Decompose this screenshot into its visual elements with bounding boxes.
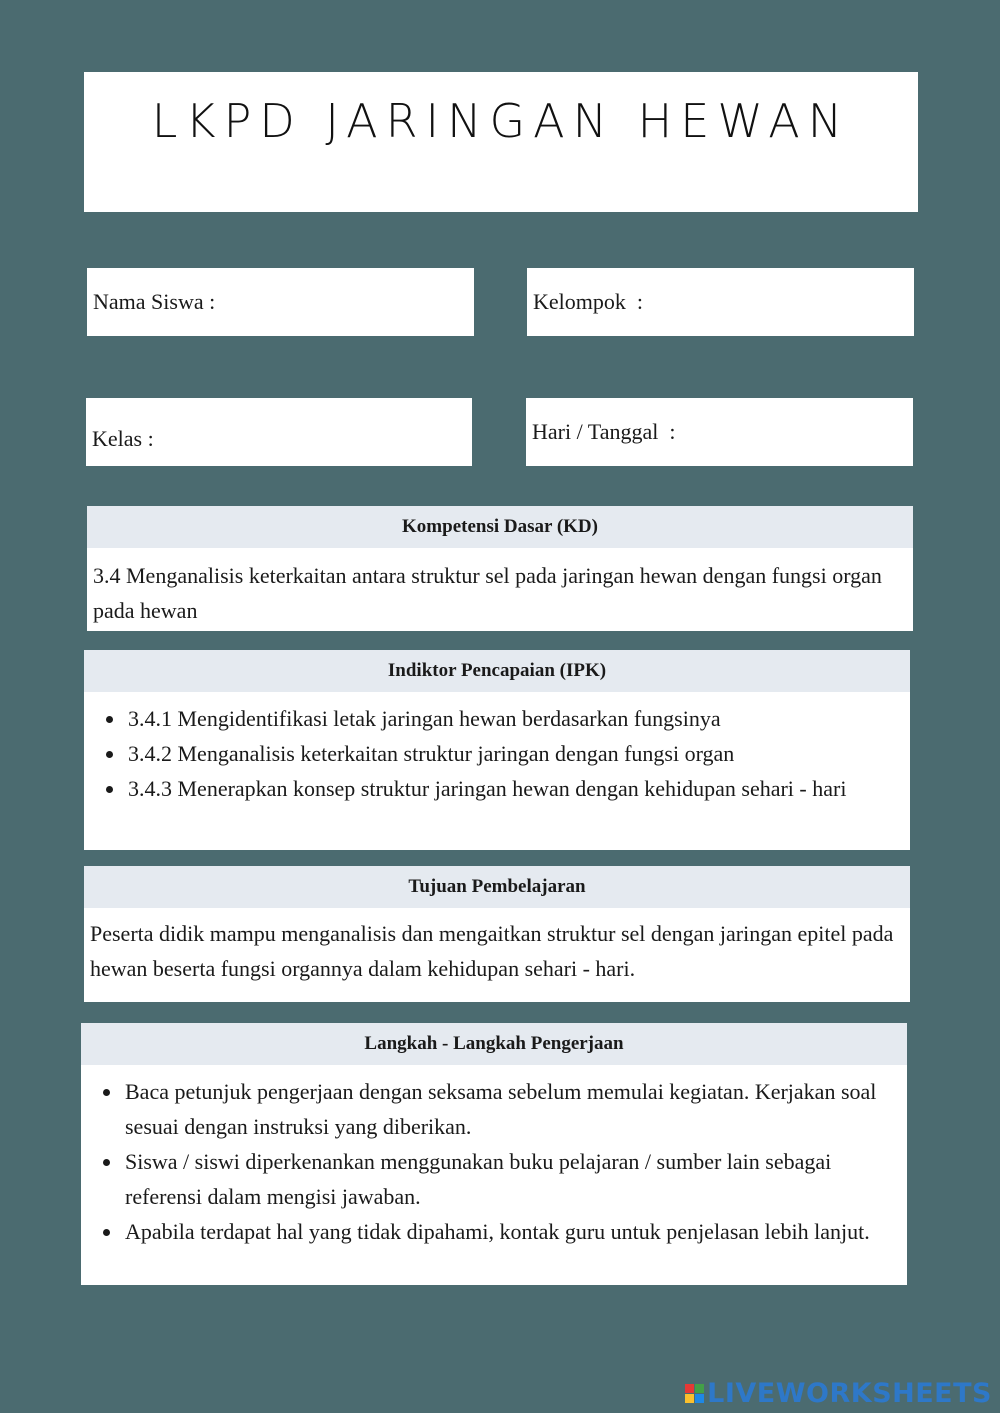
indikator-section [84,650,910,850]
list-item: • 3.4.3 Menerapkan konsep struktur jaringan hewan dengan kehidupan sehari - hari [126,771,898,806]
section-text: Peserta didik mampu menganalisis dan mengaitkan struktur sel dengan jaringan epitel pada hewan beserta fungsi organnya dalam kehidupan sehari - hari. [90,921,894,981]
kelas-field[interactable] [86,398,472,466]
indikator-list [84,701,898,806]
kelas-label: Kelas : [92,426,154,451]
tujuan-section [84,866,910,1002]
section-heading: Indiktor Pencapaian (IPK) [84,650,910,692]
title-box [84,72,918,212]
kelompok-field[interactable] [527,268,914,336]
hari-tanggal-label: Hari / Tanggal : [532,419,676,444]
list-item: • Baca petunjuk pengerjaan dengan seksama sebelum memulai kegiatan. Kerjakan soal sesuai dengan instruksi yang diberikan. [123,1074,895,1144]
liveworksheets-watermark [685,1378,992,1409]
langkah-list [81,1074,895,1249]
langkah-section [81,1023,907,1285]
section-heading: Langkah - Langkah Pengerjaan [81,1023,907,1065]
kelompok-label: Kelompok : [533,289,643,314]
section-heading: Kompetensi Dasar (KD) [87,506,913,548]
liveworksheets-logo-icon [685,1384,704,1403]
list-item: • 3.4.1 Mengidentifikasi letak jaringan hewan berdasarkan fungsinya [126,701,898,736]
section-heading: Tujuan Pembelajaran [84,866,910,908]
list-item: • 3.4.2 Menganalisis keterkaitan struktur jaringan dengan fungsi organ [126,736,898,771]
list-item: • Siswa / siswi diperkenankan menggunakan buku pelajaran / sumber lain sebagai referensi dalam mengisi jawaban. [123,1144,895,1214]
watermark-text: LIVEWORKSHEETS [707,1378,992,1409]
page-title: LKPD JARINGAN HEWAN [151,94,851,148]
nama-siswa-field[interactable] [87,268,474,336]
section-text: 3.4 Menganalisis keterkaitan antara struktur sel pada jaringan hewan dengan fungsi organ pada hewan [93,563,882,623]
list-item: • Apabila terdapat hal yang tidak dipahami, kontak guru untuk penjelasan lebih lanjut. [123,1214,895,1249]
nama-siswa-label: Nama Siswa : [93,289,216,314]
hari-tanggal-field[interactable] [526,398,913,466]
kompetensi-dasar-section [87,506,913,631]
